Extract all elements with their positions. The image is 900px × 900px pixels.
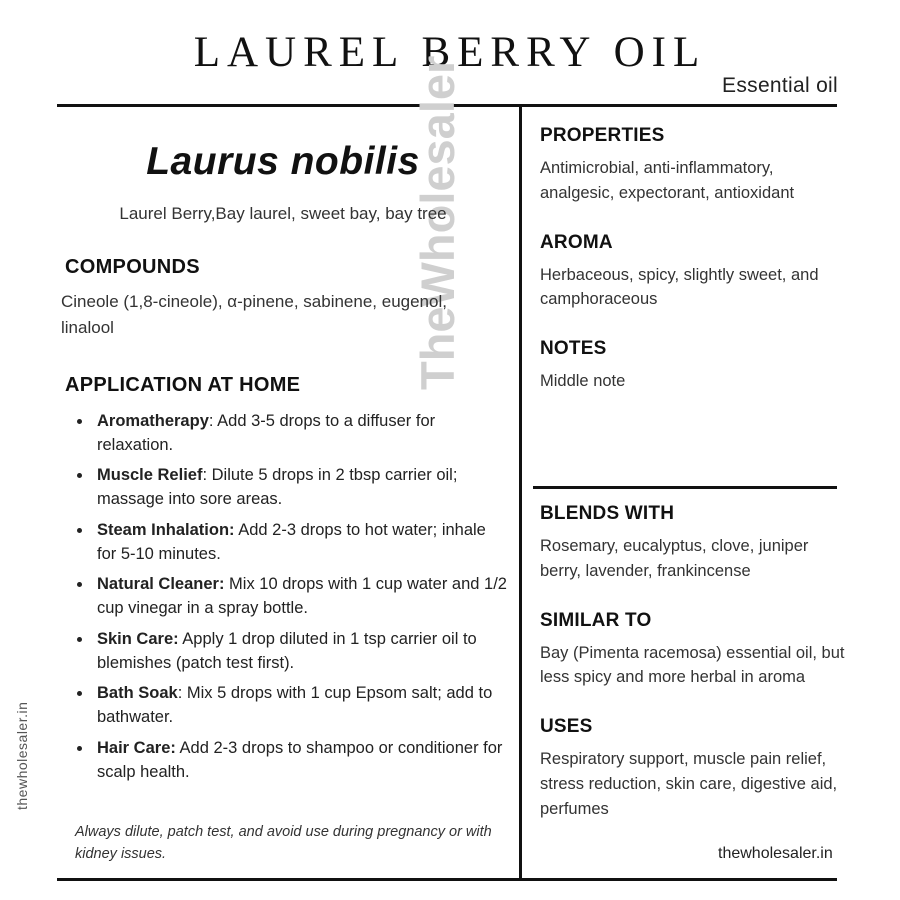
list-item-label: Aromatherapy: [97, 411, 209, 430]
list-item-text: Add 2-3 drops to hot water; inhale for 5-10 minutes.: [97, 520, 486, 563]
application-list: [57, 409, 509, 785]
right-column-upper: [540, 125, 840, 420]
info-block-text: Herbaceous, spicy, slightly sweet, and camphoraceous: [540, 265, 819, 309]
list-item-label: Steam Inhalation:: [97, 520, 235, 539]
list-item-text: Apply 1 drop diluted in 1 tsp carrier oil to blemishes (patch test first).: [97, 629, 477, 672]
list-item-text: : Add 3-5 drops to a diffuser for relaxation.: [97, 411, 436, 454]
info-block-heading: SIMILAR TO: [540, 609, 652, 631]
info-block-heading: USES: [540, 716, 593, 737]
divider-bottom: [57, 878, 837, 881]
info-block-text: Rosemary, eucalyptus, clove, juniper berry, lavender, frankincense: [540, 537, 809, 580]
list-item-label: Muscle Relief: [97, 466, 203, 485]
page-subtitle: Essential oil: [722, 74, 838, 97]
list-item-text: : Dilute 5 drops in 2 tbsp carrier oil; massage into sore areas.: [97, 466, 458, 509]
info-block-text: Antimicrobial, anti-inflammatory, analgesic, expectorant, antioxidant: [540, 159, 795, 202]
footer-website-url: thewholesaler.in: [718, 845, 833, 862]
list-item: [93, 736, 509, 785]
list-item-label: Skin Care:: [97, 629, 179, 648]
compounds-text: Cineole (1,8-cineole), α-pinene, sabinene, eugenol, linalool: [61, 292, 447, 338]
left-column: [57, 118, 509, 790]
list-item: [93, 681, 509, 730]
info-block-text: Bay (Pimenta racemosa) essential oil, but less spicy and more herbal in aroma: [540, 643, 845, 687]
list-item: [93, 463, 509, 512]
info-block: [540, 716, 850, 821]
divider-right-middle: [533, 486, 837, 489]
watermark-main: TheWholesaler: [411, 55, 464, 390]
list-item-text: : Mix 5 drops with 1 cup Epsom salt; add to bathwater.: [97, 684, 493, 727]
list-item-text: Mix 10 drops with 1 cup water and 1/2 cup vinegar in a spray bottle.: [97, 575, 507, 618]
right-column-lower: [540, 503, 850, 847]
info-block-heading: NOTES: [540, 338, 607, 359]
list-item: [93, 518, 509, 567]
info-block-text: Middle note: [540, 372, 626, 390]
info-block-heading: PROPERTIES: [540, 125, 665, 146]
page-title: LAUREL BERRY OIL: [193, 29, 707, 76]
info-block: [540, 338, 840, 394]
divider-top: [57, 104, 837, 107]
list-item: [93, 409, 509, 458]
list-item-label: Natural Cleaner:: [97, 575, 225, 594]
list-item-text: Add 2-3 drops to shampoo or conditioner for scalp health.: [97, 738, 503, 781]
list-item-label: Bath Soak: [97, 684, 178, 703]
application-heading: APPLICATION AT HOME: [65, 373, 301, 396]
info-block: [540, 232, 840, 313]
info-block-text: Respiratory support, muscle pain relief, stress reduction, skin care, digestive aid, perfumes: [540, 750, 838, 818]
info-block-heading: BLENDS WITH: [540, 503, 675, 524]
compounds-heading: COMPOUNDS: [65, 256, 200, 278]
info-block: [540, 610, 850, 691]
safety-disclaimer: Always dilute, patch test, and avoid use during pregnancy or with kidney issues.: [75, 824, 492, 862]
divider-vertical: [519, 107, 522, 878]
info-block: [540, 125, 840, 206]
card-header: [0, 0, 900, 104]
list-item: [93, 572, 509, 621]
side-website-url: thewholesaler.in: [14, 701, 30, 810]
botanical-name: Laurus nobilis: [146, 140, 420, 183]
info-block-heading: AROMA: [540, 231, 613, 253]
common-names: Laurel Berry,Bay laurel, sweet bay, bay tree: [119, 204, 447, 223]
list-item: [93, 627, 509, 676]
info-block: [540, 503, 850, 584]
list-item-label: Hair Care:: [97, 738, 176, 757]
